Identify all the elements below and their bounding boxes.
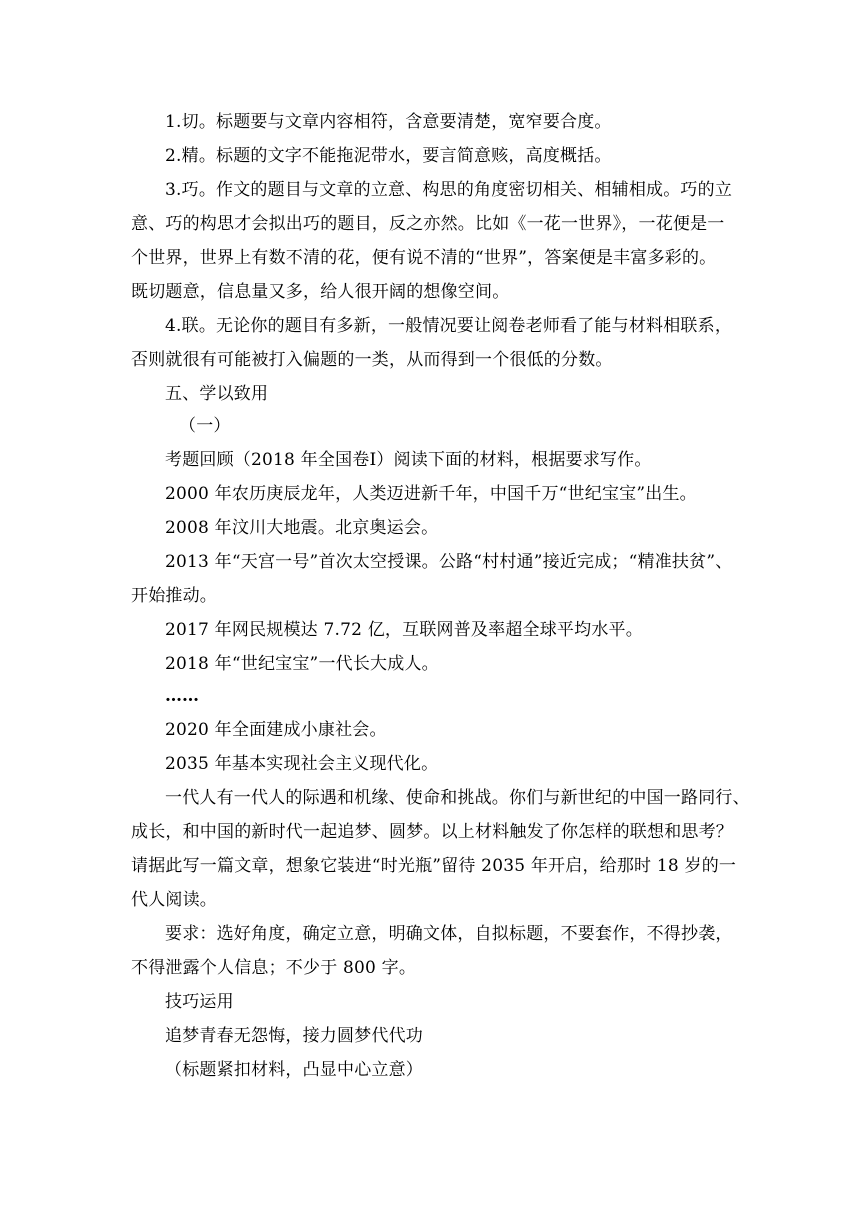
material-2000: 2000 年农历庚辰龙年，人类迈进新千年，中国千万“世纪宝宝”出生。: [165, 484, 697, 504]
section-title: 五、学以致用: [165, 384, 269, 404]
prompt-line-1: 一代人有一代人的际遇和机缘、使命和挑战。你们与新世纪的中国一路同行、: [165, 788, 750, 808]
tip-lian-line-1: 4.联。无论你的题目有多新，一般情况要让阅卷老师看了能与材料相联系，: [165, 316, 733, 336]
material-2020: 2020 年全面建成小康社会。: [165, 720, 387, 740]
example-title: 追梦青春无怨悔，接力圆梦代代功: [165, 1026, 423, 1046]
prompt-line-3: 请据此写一篇文章，想象它装进“时光瓶”留待 2035 年开启，给那时 18 岁的一: [131, 856, 737, 876]
exam-intro: 考题回顾（2018 年全国卷Ⅰ）阅读下面的材料，根据要求写作。: [165, 450, 652, 470]
requirement-line-2: 不得泄露个人信息；不少于 800 字。: [131, 958, 417, 978]
prompt-line-4: 代人阅读。: [131, 890, 217, 910]
tip-qie: 1.切。标题要与文章内容相符，含意要清楚，宽窄要合度。: [165, 112, 612, 132]
tip-lian-line-2: 否则就很有可能被打入偏题的一类，从而得到一个很低的分数。: [131, 350, 613, 370]
material-2013-line-2: 开始推动。: [131, 586, 217, 606]
subsection-label: （一）: [179, 416, 231, 436]
tip-jing: 2.精。标题的文字不能拖泥带水，要言简意赅，高度概括。: [165, 146, 612, 166]
prompt-line-2: 成长，和中国的新时代一起追梦、圆梦。以上材料触发了你怎样的联想和思考？: [131, 822, 733, 842]
material-2035: 2035 年基本实现社会主义现代化。: [165, 754, 439, 774]
material-2008: 2008 年汶川大地震。北京奥运会。: [165, 518, 439, 538]
tip-qiao-line-2: 意、巧的构思才会拟出巧的题目，反之亦然。比如《一花一世界》，一花便是一: [131, 214, 725, 234]
material-2013-line-1: 2013 年“天宫一号”首次太空授课。公路“村村通”接近完成；“精准扶贫”、: [165, 552, 733, 572]
technique-label: 技巧运用: [165, 992, 234, 1012]
material-ellipsis: ……: [165, 686, 199, 706]
requirement-line-1: 要求：选好角度，确定立意，明确文体，自拟标题，不要套作，不得抄袭，: [165, 924, 733, 944]
material-2017: 2017 年网民规模达 7.72 亿，互联网普及率超全球平均水平。: [165, 620, 643, 640]
tip-qiao-line-3: 个世界，世界上有数不清的花，便有说不清的“世界”，答案便是丰富多彩的。: [131, 248, 717, 268]
tip-qiao-line-4: 既切题意，信息量又多，给人很开阔的想像空间。: [131, 282, 510, 302]
material-2018: 2018 年“世纪宝宝”一代长大成人。: [165, 654, 439, 674]
example-note: （标题紧扣材料，凸显中心立意）: [165, 1060, 423, 1080]
tip-qiao-line-1: 3.巧。作文的题目与文章的立意、构思的角度密切相关、相辅相成。巧的立: [165, 180, 733, 200]
